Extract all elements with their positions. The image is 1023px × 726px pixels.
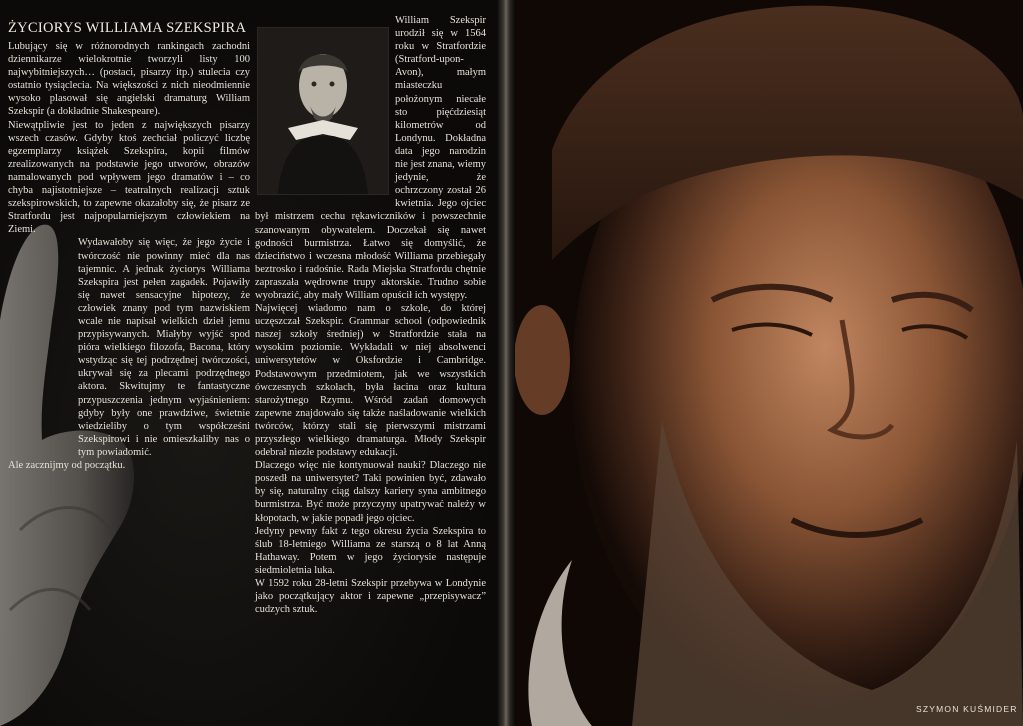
col1-paragraph-2: Niewątpliwie jest to jeden z największych pisarzy wszech czasów. Gdyby ktoś zechciał policzyć liczbę egzemplarzy książek Szekspira, kopii filmów zrealizowanych na podstawie jego utworów, obrazów namalowanych pod wpływem jego dramatów i – co chyba najistotniejsze – teatralnych realizacji sztuk szekspirowskich, to zapewne okazałoby się, że pisarz ze Stratfordu jest najpopularniejszym człowiekiem na Ziemi. — [8, 119, 250, 236]
article-column-2 — [255, 14, 486, 616]
article-column-1 — [8, 40, 250, 472]
col1-paragraph-4: Ale zacznijmy od początku. — [8, 460, 126, 471]
col1-paragraph-1: Lubujący się w różnorodnych rankingach zachodni dziennikarze wielokrotnie tworzyli listy 100 najwybitniejszych… (postaci, pisarzy itp.) stulecia czy ostatnio tysiąclecia. Na większości z nich nieodmiennie wysoko plasował się angielski dramaturg William Szekspir (a dokładnie Shakespeare). — [8, 41, 250, 118]
page-gutter — [497, 0, 515, 726]
portrait-float-space — [255, 14, 395, 209]
col1-paragraph-3: Wydawałoby się więc, że jego życie i twórczość nie powinny mieć dla nas tajemnic. A jednak życiorys Williama Szekspira jest pełen zagadek. Pojawiły się nawet sensacyjne hipotezy, że człowiek znany pod tym nazwiskiem wcale nie napisał wielkich dzieł jemu przypisywanych. Miałyby wyjść spod pióra wielkiego filozofa, Bacona, który wstydząc się tej podrzędnej twórczości, ukrywał się za plecami podrzędnego aktora. Skwitujmy te fantastyczne przypuszczenia jednym wyjaśnieniem: gdyby były one prawdziwe, świetnie wiedzieliby o tym współcześni Szekspirowi i nie omieszkaliby nas o tym powiadomić. — [78, 237, 250, 458]
col2-paragraph-4: Jedyny pewny fakt z tego okresu życia Szekspira to ślub 18-letniego Williama ze starszą o 8 lat Anną Hathaway. Potem w jego życiorysie następuje siedmioletnia luka. — [255, 525, 486, 576]
right-page — [512, 0, 1023, 726]
photo-credit: SZYMON KUŚMIDER — [916, 704, 1018, 714]
actor-face-photo — [512, 0, 1023, 726]
article-title: ŻYCIORYS WILLIAMA SZEKSPIRA — [8, 20, 247, 36]
col2-paragraph-5: W 1592 roku 28-letni Szekspir przebywa w Londynie jako początkujący aktor i zapewne „przepisywacz” cudzych sztuk. — [255, 578, 486, 616]
col2-paragraph-2: Najwięcej wiadomo nam o szkole, do której uczęszczał Szekspir. Grammar school (odpowiednik naszej szkoły średniej) w Stratfordzie stała na wysokim poziomie. Wykładali w niej absolwenci uniwersytetów w Oksfordzie i Cambridge. Podstawowym przedmiotem, jak we wszystkich ówczesnych szkołach, była łacina oraz kultura starożytnego Rzymu. Wśród zadań domowych zapewne znajdowało się także naśladowanie wielkich twórców, którzy stali się pierwszymi mistrzami przyszłego wielkiego dramaturga. Młody Szekspir odebrał niezłe podstawy edukacji. — [255, 303, 486, 459]
col2-paragraph-1: William Szekspir urodził się w 1564 roku w Stratfordzie (Stratford-upon-Avon), małym miasteczku położonym niecałe sto pięćdziesiąt kilometrów od Londynu. Dokładna data jego narodzin nie jest znana, wiemy jedynie, że ochrzczony został 26 kwietnia. Jego ojciec był mistrzem cechu rękawiczników i powszechnie szanowanym obywatelem. Doczekał się nawet godności burmistrza. Łatwo się domyślić, że dzieciństwo i wczesna młodość Williama przebiegały beztrosko i radośnie. Rada Miejska Stratfordu chętnie zapraszała wędrowne trupy aktorskie. Trudno sobie wyobrazić, aby mały William opuścił ich występy. — [255, 15, 486, 301]
col2-paragraph-3: Dlaczego więc nie kontynuował nauki? Dlaczego nie poszedł na uniwersytet? Taki powinien być, zdawało by się, naturalny ciąg dalszy kariery syna ambitnego burmistrza. Być może przyczyny upatrywać należy w kłopotach, w jakie popadł jego ojciec. — [255, 460, 486, 524]
